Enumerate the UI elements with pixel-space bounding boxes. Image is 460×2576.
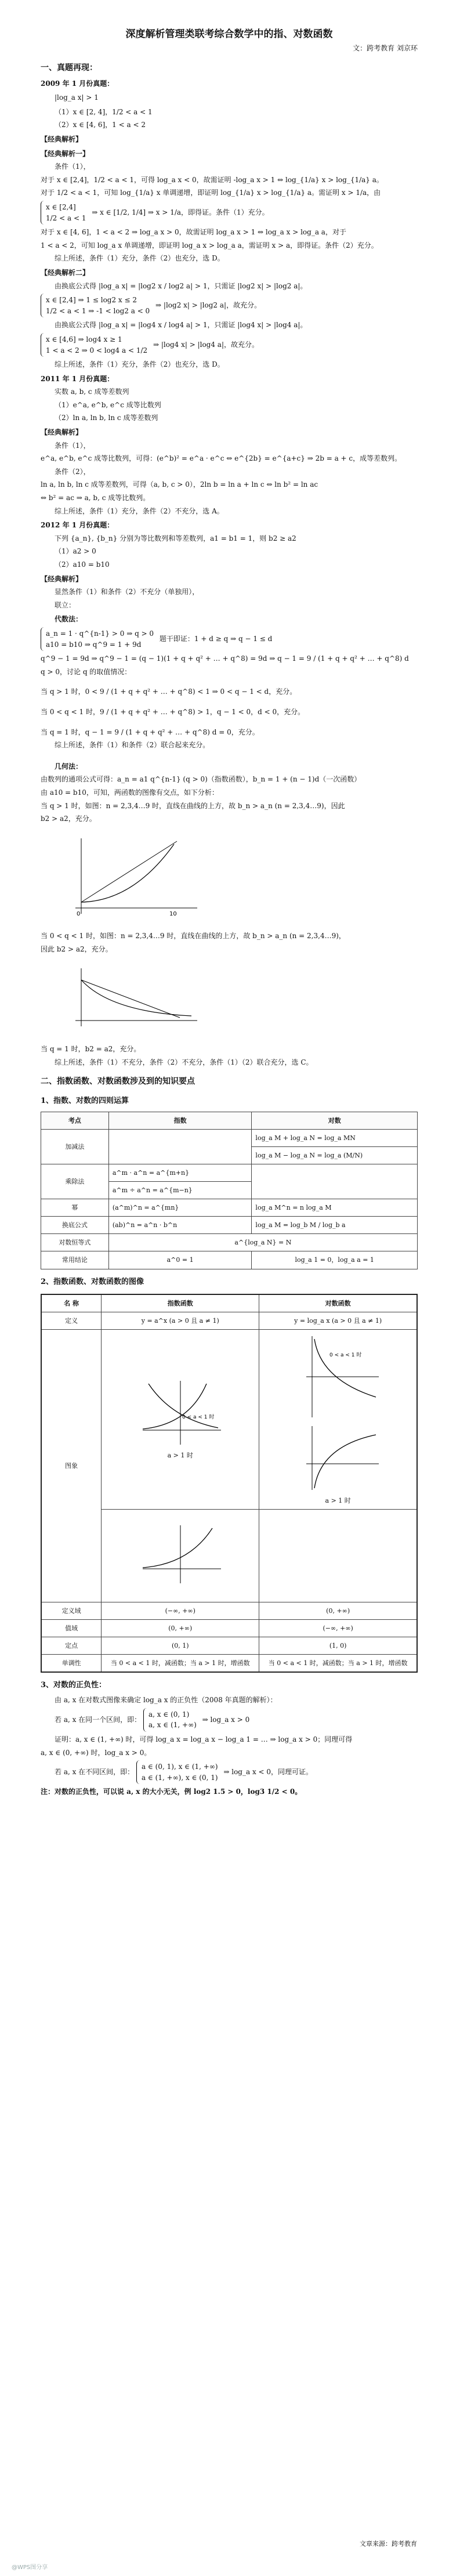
document-page [41, 23, 418, 1800]
table-row [41, 1130, 418, 1147]
q2009-m1-line1: 条件（1）， [55, 162, 90, 171]
t3-line4: a, x ∈ (0, +∞) 时，log_a x > 0。 [41, 1748, 151, 1757]
q2012-geo-line3: 当 q > 1 时，如图：n = 2,3,4…9 时，直线在曲线的上方，故 b_n > a_n (n = 2,3,4…9)，因此 [41, 801, 345, 810]
exp-graph-cell-2 [102, 1509, 259, 1602]
graph-q-greater-than-1 [64, 833, 203, 920]
table-row [41, 1199, 418, 1217]
row-label: 值域 [41, 1619, 102, 1637]
log-cell: log_a 1 = 0，log_a a = 1 [252, 1251, 418, 1269]
log-cell: log_a M^n = n log_a M [252, 1199, 418, 1217]
q2009-m2-conclusion: 综上所述，条件（1）充分，条件（2）也充分，选 D。 [55, 360, 224, 369]
row-label: 换底公式 [41, 1217, 109, 1234]
q2012-line4: q > 0，讨论 q 的取值情况： [41, 667, 132, 676]
q2012-geometry-label: 几何法： [55, 762, 83, 770]
exp-cell: (0, 1) [102, 1637, 259, 1654]
q2012-system [41, 627, 418, 651]
table-row [41, 1164, 418, 1182]
log-decreasing-curve [314, 1339, 376, 1397]
row-label: 幂 [41, 1199, 109, 1217]
q2012-line1: 显然条件（1）和条件（2）不充分（单独用）， [55, 588, 200, 596]
q2012-stem: 下列 {a_n}, {b_n} 分别为等比数列和等差数列，a1 = b1 = 1，则 b2 ≥ a2 [55, 534, 296, 542]
document-title: 深度解析管理类联考综合数学中的指、对数函数 [125, 28, 333, 40]
q2009-m2-line4: ⇒ |log4 x| > |log4 a|，故充分。 [153, 341, 259, 349]
q2009-m1-line6: 1 < a < 2，可知 log_a x 单调递增，即证明 log_a x > log_a a，需证明 x > a，即得证。条件（2）充分。 [41, 241, 378, 249]
q2011-cond1: （1）e^a, e^b, e^c 成等比数列 [55, 400, 161, 409]
q2011-line5: ⇔ b² = ac ⇒ a, b, c 成等比数列。 [41, 494, 150, 502]
system-line: 1 < a < 2 ⇒ 0 < log4 a < 1/2 [46, 346, 148, 354]
log-increasing-curve [314, 1435, 376, 1488]
row-label: 定义域 [41, 1602, 102, 1619]
t3-line1: 由 a, x 在对数式图像来确定 log_a x 的正负性（2008 年真题的解析）： [55, 1696, 277, 1705]
growth-curve [143, 1528, 212, 1568]
brace-system [143, 1708, 197, 1732]
q2009-stem: |log_a x| > 1 [55, 93, 99, 102]
col-header: 指数 [108, 1112, 252, 1130]
system-line: a, x ∈ (0, 1) [148, 1710, 190, 1718]
q2012-line7: 当 q = 1 时，q − 1 = 9 / (1 + q + q² + … + q^8) d = 0，充分。 [41, 728, 259, 736]
t3-line5 [41, 1760, 418, 1784]
q2009-label: 2009 年 1 月份真题： [41, 79, 114, 88]
col-header: 考点 [41, 1112, 109, 1130]
q2012-line5: 当 q > 1 时，0 < 9 / (1 + q + q² + … + q^8) < 1 ⇒ 0 < q − 1 < d，充分。 [41, 688, 297, 696]
log-cell: log_a M − log_a N = log_a (M/N) [252, 1147, 418, 1164]
q2009-cond2: （2）x ∈ [4, 6]，1 < a < 2 [55, 121, 146, 129]
brace-system [41, 627, 154, 651]
q2012-line8: 综上所述，条件（1）和条件（2）联合起来充分。 [55, 741, 210, 750]
q2009-m2-line2: ⇒ |log2 x| > |log2 a|，故充分。 [155, 301, 262, 310]
q2012-line3: q^9 − 1 = 9d ⇒ q^9 − 1 = (q − 1)(1 + q + q² + … + q^8) = 9d ⇒ q − 1 = 9 / (1 + q + q² + … + q^8) d [41, 654, 409, 663]
exp-cell: (−∞, +∞) [102, 1602, 259, 1619]
table1-heading: 1、指数、对数的四则运算 [41, 1096, 129, 1105]
log-def: y = log_a x (a > 0 且 a ≠ 1) [259, 1312, 417, 1329]
q2012-cond2: （2）a10 = b10 [55, 560, 110, 569]
q2009-analysis-label: 【经典解析】 [41, 135, 83, 143]
q2012-algebra-label: 代数法： [55, 615, 83, 624]
log-cell: log_a M + log_a N = log_a MN [252, 1130, 418, 1147]
system-line: x ∈ [4,6] ⇒ log4 x ≥ 1 [46, 335, 122, 343]
linear-line [81, 841, 177, 902]
row-label: 定义 [41, 1312, 102, 1329]
brace-system [41, 294, 150, 317]
table-row [41, 1217, 418, 1234]
q2012-geo-line1: 由数列的通项公式可得：a_n = a1 q^{n-1} (q > 0)（指数函数），b_n = 1 + (n − 1)d（一次函数） [41, 775, 361, 784]
log-caption-a-gt-1: a > 1 时 [325, 1496, 351, 1504]
section-1-heading: 一、真题再现： [41, 63, 97, 73]
graph-q-less-than-1 [64, 963, 203, 1032]
q2011-line3: 条件（2）， [55, 467, 90, 476]
q2011-conclusion: 综上所述，条件（1）充分，条件（2）不充分，选 A。 [55, 506, 224, 515]
system-line: a ∈ (1, +∞), x ∈ (0, 1) [142, 1773, 218, 1782]
q2009-m2-system1 [41, 294, 418, 317]
row-label: 定点 [41, 1637, 102, 1654]
log-cell [252, 1164, 418, 1199]
q2011-stem: 实数 a, b, c 成等差数列 [55, 388, 129, 396]
table-row [41, 1655, 417, 1673]
q2009-m1-system [41, 201, 418, 225]
log-cell: (−∞, +∞) [259, 1619, 417, 1637]
table2-heading: 2、指数函数、对数函数的图像 [41, 1277, 144, 1286]
col-header: 对数 [252, 1112, 418, 1130]
row-label: 图象 [41, 1329, 102, 1602]
source-credit: 文章来源：跨考教育 [360, 2540, 417, 2548]
log-cell: log_a M = log_b M / log_b a [252, 1217, 418, 1234]
decay-curve [148, 1384, 218, 1428]
t3-line5-text: 若 a, x 在不同区间，即： [55, 1768, 135, 1777]
q2009-method2-label: 【经典解析二】 [41, 268, 90, 277]
q2011-label: 2011 年 1 月份真题： [41, 374, 114, 383]
t3-line2 [41, 1708, 418, 1732]
q2009-m2-line3: 由换底公式得 |log_a x| = |log4 x / log4 a| > 1，只需证 |log4 x| > |log4 a|。 [55, 321, 307, 330]
exp-graph-cell [102, 1329, 259, 1509]
q2009-m1-line5: 对于 x ∈ [4, 6]，1 < a < 2 ⇒ log_a x > 0，故需证明 log_a x > 1 ⇔ log_a x > log_a a，对于 [41, 228, 346, 237]
q2011-cond2: （2）ln a, ln b, ln c 成等差数列 [55, 414, 158, 422]
q2009-cond1: （1）x ∈ [2, 4]，1/2 < a < 1 [55, 107, 153, 116]
exp-cell: a^0 = 1 [108, 1251, 252, 1269]
row-label: 单调性 [41, 1655, 102, 1673]
exp-cell: (a^m)^n = a^{mn} [108, 1199, 252, 1217]
row-label: 乘除法 [41, 1164, 109, 1199]
row-label: 对数恒等式 [41, 1234, 109, 1251]
exp-cell: 当 0 < a < 1 时，减函数；当 a > 1 时，增函数 [102, 1655, 259, 1673]
exp-graph-a-lt-1 [137, 1378, 224, 1448]
table-row [41, 1329, 417, 1509]
q2012-cond1: （1）a2 > 0 [55, 547, 96, 556]
q2009-m2-system2 [41, 333, 418, 357]
origin-label: 0 [77, 910, 81, 917]
functions-table [41, 1294, 418, 1673]
t3-line3: 证明：a, x ∈ (1, +∞) 时，可得 log_a x = log_a x − log_a 1 = … ⇒ log_a x > 0；同理可得 [55, 1735, 353, 1743]
operations-table [41, 1112, 418, 1269]
q2012-analysis-label: 【经典解析】 [41, 574, 83, 583]
q2011-line2: e^a, e^b, e^c 成等比数列，可得：(e^b)² = e^a · e^c ⇔ e^{2b} = e^{a+c} ⇒ 2b = a + c，成等差数列。 [41, 454, 402, 463]
col-header: 名 称 [41, 1294, 102, 1312]
system-line: a10 = b10 ⇒ q^9 = 1 + 9d [46, 640, 142, 649]
q2009-m1-line4: ⇒ x ∈ [1/2, 1/4] ⇒ x > 1/a，即得证。条件（1）充分。 [92, 208, 269, 217]
empty-cell [259, 1509, 417, 1602]
exp-cell: a^m · a^n = a^{m+n} [108, 1164, 252, 1182]
exp-caption-a-gt-1: a > 1 时 [167, 1452, 193, 1460]
log-cell: 当 0 < a < 1 时，减函数；当 a > 1 时，增函数 [259, 1655, 417, 1673]
section-3-heading: 3、对数的正负性： [41, 1681, 107, 1690]
exp-graph-combined [137, 1522, 224, 1586]
q2012-system-tail: 题干即证：1 + d ≥ q ⇒ q − 1 ≤ d [159, 635, 273, 643]
table-row [41, 1312, 417, 1329]
t3-note: 注：对数的正负性，可以说 a, x 的大小无关，例 log2 1.5 > 0，log3 1/2 < 0。 [41, 1788, 302, 1796]
table-row [41, 1234, 418, 1251]
tick-label-10: 10 [169, 910, 177, 917]
col-header: 指数函数 [102, 1294, 259, 1312]
q2012-geo-line7: 当 q = 1 时，b2 = a2，充分。 [41, 1045, 141, 1054]
system-line: a_n = 1 · q^{n-1} > 0 ⇒ q > 0 [46, 629, 154, 638]
t3-line2-text: 若 a, x 在同一个区间，即： [55, 1715, 142, 1724]
system-line: a ∈ (0, 1), x ∈ (1, +∞) [142, 1763, 218, 1771]
exp-cell: (ab)^n = a^n · b^n [108, 1217, 252, 1234]
row-label: 加减法 [41, 1130, 109, 1164]
t3-line5-tail: ⇒ log_a x < 0，同理可证。 [223, 1768, 313, 1777]
table-row [41, 1251, 418, 1269]
q2012-geo-line6: 因此 b2 > a2，充分。 [41, 945, 113, 953]
brace-system [41, 201, 86, 225]
section-2-heading: 二、指数函数、对数函数涉及到的知识要点 [41, 1077, 195, 1087]
log-graph-a-gt-1 [295, 1423, 382, 1493]
exponential-curve [81, 980, 191, 1016]
q2009-m1-conclusion: 综上所述，条件（1）充分，条件（2）也充分，选 D。 [55, 254, 224, 263]
exp-cell [108, 1130, 252, 1164]
q2011-line4: ln a, ln b, ln c 成等差数列，可得（a, b, c > 0），2ln b = ln a + ln c ⇔ ln b² = ln ac [41, 480, 318, 489]
q2012-label: 2012 年 1 月份真题： [41, 521, 114, 530]
log-caption-a-lt-1: 0 < a < 1 时 [329, 1352, 362, 1358]
document-author: 文：跨考教育 刘京环 [353, 44, 418, 53]
brace-system [41, 333, 147, 357]
linear-line [81, 980, 180, 1018]
q2012-conclusion: 综上所述，条件（1）不充分，条件（2）不充分，条件（1）（2）联合充分，选 C。 [55, 1058, 313, 1066]
q2011-line1: 条件（1）， [55, 441, 90, 450]
table-row [41, 1637, 417, 1654]
system-line: a, x ∈ (1, +∞) [148, 1721, 197, 1730]
exp-cell: (0, +∞) [102, 1619, 259, 1637]
q2009-m2-line1: 由换底公式得 |log_a x| = |log2 x / log2 a| > 1，只需证 |log2 x| > |log2 a|。 [55, 281, 307, 290]
table-row [41, 1602, 417, 1619]
log-cell: (1, 0) [259, 1637, 417, 1654]
q2012-line6: 当 0 < q < 1 时，9 / (1 + q + q² + … + q^8) > 1，q − 1 < 0，d < 0，充分。 [41, 707, 305, 716]
q2012-line2: 联立： [55, 600, 76, 609]
q2009-m1-line3: 对于 1/2 < a < 1，可知 log_{1/a} x 单调递增，即证明 log_{1/a} x > log_{1/a} a。需证明 x > 1/a，由 [41, 189, 381, 197]
log-cell: (0, +∞) [259, 1602, 417, 1619]
system-line: x ∈ [2,4] ⇒ 1 ≤ log2 x ≤ 2 [46, 296, 137, 305]
brace-system [136, 1760, 218, 1784]
q2009-m1-line2: 对于 x ∈ [2,4]，1/2 < a < 1，可得 log_a x < 0，故需证明 -log_a x > 1 ⇔ log_{1/a} x > log_{1/a} a。 [41, 175, 383, 184]
q2009-method1-label: 【经典解析一】 [41, 149, 90, 158]
exp-cell: a^m ÷ a^n = a^{m−n} [108, 1182, 252, 1199]
t3-line2-tail: ⇒ log_a x > 0 [202, 1715, 250, 1724]
wps-watermark: @WPS图分享 [12, 2564, 48, 2571]
col-header: 对数函数 [259, 1294, 417, 1312]
system-line: 1/2 < a < 1 [46, 214, 86, 222]
table-row [41, 1619, 417, 1637]
exp-def: y = a^x (a > 0 且 a ≠ 1) [102, 1312, 259, 1329]
system-line: 1/2 < a < 1 ⇒ -1 < log2 a < 0 [46, 306, 150, 315]
exp-caption-a-lt-1: 0 < a < 1 时 [182, 1414, 215, 1421]
q2012-geo-line4: b2 > a2，充分。 [41, 815, 96, 823]
system-line: x ∈ [2,4] [46, 202, 76, 211]
q2012-geo-line5: 当 0 < q < 1 时，如图：n = 2,3,4…9 时，直线在曲线的上方，故 b_n > a_n (n = 2,3,4…9)， [41, 932, 346, 940]
row-label: 常用结论 [41, 1251, 109, 1269]
q2012-geo-line2: 由 a10 = b10，可知，两函数的图像有交点，如下分析： [41, 788, 219, 797]
q2011-analysis-label: 【经典解析】 [41, 428, 83, 437]
log-graph-cell [259, 1329, 417, 1509]
identity-cell: a^{log_a N} = N [108, 1234, 417, 1251]
log-graph-a-lt-1 [295, 1333, 382, 1420]
